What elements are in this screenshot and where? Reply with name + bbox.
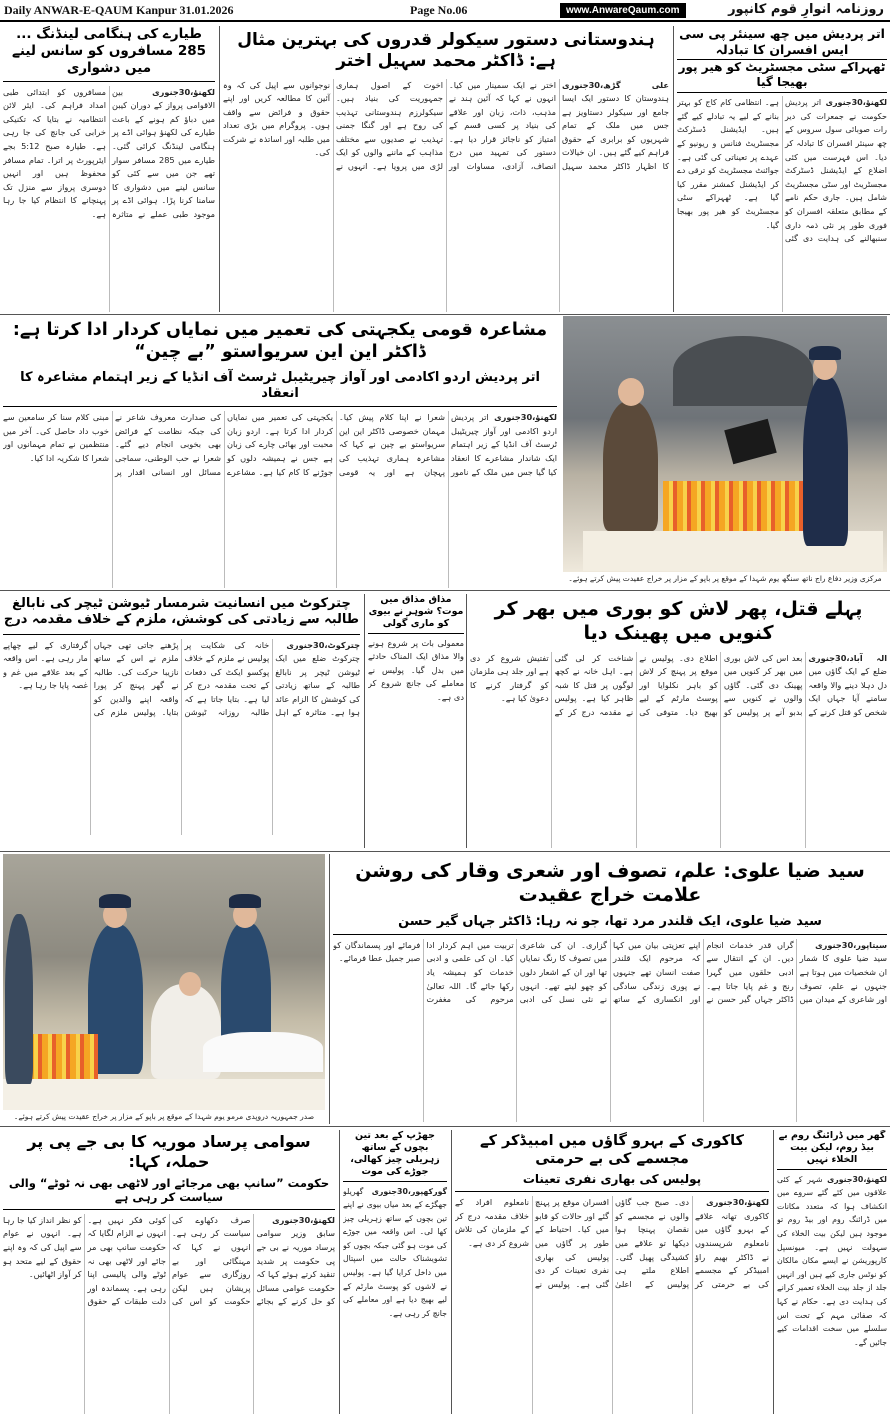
dateline: چترکوٹ،30جنوری	[286, 639, 360, 650]
article-body: لکھنؤ،30جنوری بین الاقوامی پرواز کے دوران کیبن میں دباؤ کم ہونے کے باعث طیارے کی لکھنؤ ہوائی اڈے پر ہنگامی لینڈنگ کرائی گئی۔ طیارے میں 285 مسافر سوار تھے جن میں سے کئی کو سانس لینے میں دشواری کا سامنا کرنا پڑا۔ ہوائی اڈے پر موجود طبی عملے نے متاثرہ مسافروں کو ابتدائی طبی امداد فراہم کی۔ ایئر لائن انتظامیہ نے بتایا کہ تکنیکی خرابی کی جانچ کی جا رہی ہے۔ طیارہ صبح 5:12 بجے ایئرپورٹ پر اترا۔ تمام مسافر محفوظ ہیں اور انہیں دوسری پرواز سے منزل تک پہنچانے کا انتظام کیا جا رہا ہے۔	[3, 86, 215, 219]
column-rule	[673, 26, 674, 312]
dateline: لکھنؤ،30جنوری	[825, 98, 887, 108]
article-flight-landing	[3, 26, 215, 312]
article-body: علی گڑھ،30جنوری ہندوستان کا دستور ایک ایسا جامع اور سیکولر دستاویز ہے جس میں ملک کے تمام شہریوں کو برابری کے حقوق فراہم کیے گئے ہیں۔ ان خیالات کا اظہار ڈاکٹر محمد سہیل اختر نے ایک سمینار میں کیا۔ انہوں نے کہا کہ آئین ہند نے مذہب، ذات، زبان اور علاقے کی بنیاد پر کسی قسم کے امتیاز کو ناجائز قرار دیا ہے۔ دستور کی تمہید میں درج انصاف، آزادی، مساوات اور اخوت کے اصول ہماری جمہوریت کی بنیاد ہیں۔ سیکولرزم ہندوستانی تہذیب کی روح ہے اور گنگا جمنی تہذیب نے صدیوں سے مختلف مذاہب کے ماننے والوں کو ایک لڑی میں پرویا ہے۔ انہوں نے نوجوانوں سے اپیل کی کہ وہ آئین کا مطالعہ کریں اور اپنے حقوق و فرائض سے واقف ہوں۔ پروگرام میں بڑی تعداد میں طلبہ اور اساتذہ نے شرکت کی۔	[223, 79, 669, 172]
newspaper-name: روزنامہ انوارِ قوم کانپور	[728, 2, 884, 17]
article-body: لکھنؤ،30جنوری کاکوری تھانہ علاقے کے بہرو گاؤں میں نامعلوم شرپسندوں نے ڈاکٹر بھیم راؤ امبیڈکر کے مجسمے کی بے حرمتی کر دی۔ صبح جب گاؤں والوں نے مجسمے کو نقصان پہنچا ہوا دیکھا تو علاقے میں کشیدگی پھیل گئی۔ اطلاع ملتے ہی پولیس کے اعلیٰ افسران موقع پر پہنچ گئے اور حالات کو قابو میں کیا۔ احتیاط کے طور پر گاؤں میں پولیس کی بھاری نفری تعینات کر دی گئی ہے۔ پولیس نے نامعلوم افراد کے خلاف مقدمہ درج کر کے ملزمان کی تلاش شروع کر دی ہے۔	[455, 1197, 769, 1289]
article-kakori	[455, 1130, 769, 1414]
subheadline: حکومت ”سانپ بھی مرجائے اور لاٹھی بھی نہ ٹوٹے“ والی سیاست کر رہی ہے	[3, 1175, 335, 1210]
article-secular-values	[223, 26, 669, 312]
dateline: لکھنؤ،30جنوری	[272, 1214, 335, 1225]
dateline: لکھنؤ،30جنوری	[706, 1197, 769, 1208]
article-body: لکھنؤ،30جنوری اتر پردیش اردو اکادمی اور آواز چیریٹیبل ٹرسٹ آف انڈیا کے زیر اہتمام ایک شاندار مشاعرے کا انعقاد کیا گیا جس میں ملک کے نامور شعرا نے اپنا کلام پیش کیا۔ مہمان خصوصی ڈاکٹر این این سریواستو بے چین نے کہا کہ مشاعرہ ہماری تہذیب کی پہچان ہے اور یہ قومی یکجہتی کی تعمیر میں نمایاں کردار ادا کرتا ہے۔ اردو زبان محبت اور بھائی چارے کی زبان ہے جس نے ہمیشہ دلوں کو جوڑنے کا کام کیا ہے۔ مشاعرے کی صدارت معروف شاعر نے کی جبکہ نظامت کے فرائض بھی بخوبی انجام دیے گئے۔ شعرا نے حب الوطنی، سماجی مسائل اور انسانی اقدار پر مبنی کلام سنا کر سامعین سے خوب داد حاصل کی۔ آخر میں منتظمین نے تمام مہمانوں اور شعرا کا شکریہ ادا کیا۔	[3, 412, 557, 477]
headline: طیارے کی ہنگامی لینڈنگ ... 285 مسافروں کو سانس لینے میں دشواری	[3, 26, 215, 82]
article-body: چترکوٹ،30جنوری چترکوٹ ضلع میں ایک ٹیوشن ٹیچر پر نابالغ طالبہ کے ساتھ زیادتی کی کوشش کا الزام عائد ہوا ہے۔ متاثرہ کے اہل خانہ کی شکایت پر پولیس نے ملزم کے خلاف پوکسو ایکٹ کی دفعات کے تحت مقدمہ درج کر لیا ہے۔ بتایا جاتا ہے کہ طالبہ روزانہ ٹیوشن پڑھنے جاتی تھی جہاں ملزم نے اس کے ساتھ نازیبا حرکت کی۔ طالبہ نے گھر پہنچ کر پورا واقعہ اپنے والدین کو بتایا۔ پولیس ملزم کی گرفتاری کے لیے چھاپے مار رہی ہے۔ اس واقعہ کے بعد علاقے میں غم و غصہ پایا جا رہا ہے۔	[3, 639, 360, 718]
article-side-column	[368, 594, 464, 848]
headline: سوامی پرساد موریہ کا بی جے پی پر حملہ، کہا:	[27, 1132, 311, 1171]
dateline: لکھنؤ،30جنوری	[827, 1174, 887, 1184]
headline: گھر میں ڈرائنگ روم بے بیڈ روم، لیکن بیت الخلاء نہیں	[777, 1130, 887, 1170]
headline: مذاق مذاق میں موت؟ شوہر نے بیوی کو ماری گولی	[368, 594, 464, 634]
photo-caption: صدر جمہوریہ دروپدی مرمو یوم شہدا کے موقع پر باپو کے مزار پر خراج عقیدت پیش کرتے ہوئے۔	[13, 1112, 315, 1121]
dateline: لکھنؤ،30جنوری	[494, 412, 557, 423]
subheadline: اتر پردیش اردو اکادمی اور آواز چیریٹیبل ٹرسٹ آف انڈیا کے زیر اہتمام مشاعرہ کا انعقاد	[3, 368, 557, 408]
column-rule	[364, 594, 365, 848]
article-syed-zia-alvi	[333, 856, 887, 1122]
article-murder-well	[470, 594, 887, 848]
column-rule	[219, 26, 220, 312]
dateline: علی گڑھ،30جنوری	[562, 79, 669, 90]
article-body: گورکھپور،30جنوری گھریلو جھگڑے کے بعد میاں بیوی نے اپنے تین بچوں کے ساتھ زہریلی چیز کھا لی۔ اس واقعہ میں جوڑے کی موت ہو گئی جبکہ بچوں کو تشویشناک حالت میں اسپتال میں داخل کرایا گیا ہے۔ پولیس نے لاشوں کو پوسٹ مارٹم کے لیے بھیج دیا ہے اور معاملے کی جانچ کر رہی ہے۔	[343, 1186, 447, 1318]
row-rule	[0, 314, 890, 315]
photo-president-tribute	[3, 854, 325, 1110]
photo-caption: مرکزی وزیر دفاع راج ناتھ سنگھ یوم شہدا کے موقع پر باپو کے مزار پر خراج عقیدت پیش کرتے ہوئے۔	[568, 574, 882, 583]
article-poison	[343, 1130, 447, 1414]
column-rule	[339, 1130, 340, 1414]
dateline: سیتاپور،30جنوری	[815, 939, 887, 950]
masthead	[0, 0, 890, 22]
article-body: لکھنؤ،30جنوری اتر پردیش حکومت نے جمعرات کی دیر رات صوبائی سول سروس کے چھ سینئر افسران کا تبادلہ کر دیا۔ اس فہرست میں کئی اضلاع کے ایڈیشنل ڈسٹرکٹ مجسٹریٹ اور سٹی مجسٹریٹ شامل ہیں۔ جاری حکم نامے کے مطابق متعلقہ افسران کو فوری طور پر نئی ذمہ داری سنبھالنے کی ہدایت دی گئی ہے۔ انتظامی کام کاج کو بہتر بنانے کے لیے یہ تبادلے کیے گئے ہیں۔ ایڈیشنل ڈسٹرکٹ مجسٹریٹ فنانس و ریونیو کے عہدے پر تعیناتی کی گئی ہے۔ جوائنٹ مجسٹریٹ کو ترقی دے کر ایڈیشنل کمشنر مقرر کیا گیا ہے۔ ٹھہراکے سٹی مجسٹریٹ کو ھیر پور بھیجا گیا۔	[677, 98, 887, 244]
column-rule	[466, 594, 467, 848]
headline: چترکوٹ میں انسانیت شرمسار ٹیوشن ٹیچر کی نابالغ طالبہ سے زیادتی کی کوشش، ملزم کے خلاف مقدمہ درج	[3, 594, 360, 635]
headline: پہلے قتل، پھر لاش کو بوری میں بھر کر کنویں میں پھینک دیا	[494, 598, 863, 644]
article-chitrakoot	[3, 594, 360, 848]
subheadline: ٹھہراکے سٹی مجسٹریٹ کو ھیر پور بھیجا گیا	[677, 60, 887, 93]
article-swami-prasad	[3, 1130, 335, 1414]
column-rule	[451, 1130, 452, 1414]
subheadline: سید ضیا علوی، ایک قلندر مرد تھا، جو نہ رہا: ڈاکٹر جہاں گیر حسن	[333, 912, 887, 935]
headline: اتر پردیش میں چھ سینئر پی سی ایس افسران کا تبادلہ	[677, 26, 887, 60]
subheadline: پولیس کی بھاری نفری تعینات	[455, 1171, 769, 1192]
article-drawing-room	[777, 1130, 887, 1414]
headline: کاکوری کے بہرو گاؤں میں امبیڈکر کے مجسمے کی بے حرمتی	[480, 1133, 744, 1168]
headline: مشاعرہ قومی یکجہتی کی تعمیر میں نمایاں کردار ادا کرتا ہے: ڈاکٹر این این سریواستو ”بے چین“	[12, 320, 548, 362]
headline: جھڑپ کے بعد تین بچوں کے ساتھ زہریلی چیز کھالی، جوڑے کی موت	[343, 1130, 447, 1182]
row-rule	[0, 1126, 890, 1127]
dateline: الہ آباد،30جنوری	[808, 652, 887, 663]
row-rule	[0, 851, 890, 852]
column-rule	[773, 1130, 774, 1414]
headline: ہندوستانی دستور سیکولر قدروں کی بہترین مثال ہے: ڈاکٹر محمد سہیل اختر	[237, 30, 655, 72]
row-rule	[0, 590, 890, 591]
article-body: معمولی بات پر شروع ہونے والا مذاق ایک المناک حادثے میں بدل گیا۔ پولیس نے معاملے کی جانچ شروع کر دی ہے۔	[368, 637, 464, 702]
article-mushaira	[3, 318, 557, 588]
website-link[interactable]: www.AnwareQaum.com	[560, 3, 686, 18]
article-body: لکھنؤ،30جنوری شہر کے کئی علاقوں میں کئے گئے سروے میں انکشاف ہوا کہ متعدد مکانات میں ڈرائنگ روم اور بیڈ روم تو موجود ہیں لیکن بیت الخلاء کی سہولت نہیں ہے۔ میونسپل کارپوریشن نے ایسے مکان مالکان کو نوٹس جاری کیے ہیں اور انہیں جلد از جلد بیت الخلاء تعمیر کرانے کی ہدایت دی ہے۔ حکام نے کہا کہ صفائی مہم کے تحت اس سلسلے میں سخت اقدامات کیے جائیں گے۔	[777, 1174, 887, 1347]
masthead-date: Daily ANWAR-E-QAUM Kanpur 31.01.2026	[4, 3, 234, 17]
article-up-transfers	[677, 26, 887, 312]
article-body: سیتاپور،30جنوری سید ضیا علوی کا شمار ان شخصیات میں ہوتا ہے جنہوں نے علم، تصوف اور شاعری کے میدان میں گراں قدر خدمات انجام دیں۔ ان کے انتقال سے ادبی حلقوں میں گہرا رنج و غم پایا جاتا ہے۔ ڈاکٹر جہاں گیر حسن نے اپنے تعزیتی بیان میں کہا کہ مرحوم ایک قلندر صفت انسان تھے جنہوں نے پوری زندگی سادگی اور انکساری کے ساتھ گزاری۔ ان کی شاعری میں تصوف کا رنگ نمایاں تھا اور ان کے اشعار دلوں کو چھو لیتے تھے۔ انہوں نے نئی نسل کی ادبی تربیت میں اہم کردار ادا کیا۔ ان کی علمی و ادبی خدمات کو ہمیشہ یاد رکھا جائے گا۔ اللہ تعالیٰ مرحوم کی مغفرت فرمائے اور پسماندگان کو صبر جمیل عطا فرمائے۔	[333, 939, 887, 1005]
article-body: الہ آباد،30جنوری ضلع کے ایک گاؤں میں دل دہلا دینے والا واقعہ سامنے آیا جہاں ایک شخص کو قتل کرنے کے بعد اس کی لاش بوری میں بھر کر کنویں میں پھینک دی گئی۔ گاؤں والوں نے کنویں سے بدبو آنے پر پولیس کو اطلاع دی۔ پولیس نے موقع پر پہنچ کر لاش کو باہر نکلوایا اور پوسٹ مارٹم کے لیے بھیج دیا۔ متوفی کی شناخت کر لی گئی ہے۔ اہل خانہ نے کچھ لوگوں پر قتل کا شبہ ظاہر کیا ہے۔ پولیس نے مقدمہ درج کر کے تفتیش شروع کر دی ہے اور جلد ہی ملزمان کو گرفتار کرنے کا دعویٰ کیا ہے۔	[470, 652, 887, 717]
headline: سید ضیا علوی: علم، تصوف اور شعری وقار کی روشن علامت خراج عقیدت	[355, 860, 865, 906]
dateline: گورکھپور،30جنوری	[371, 1186, 447, 1196]
page-number: Page No.06	[410, 3, 468, 17]
column-rule	[329, 854, 330, 1124]
photo-rajnath-tribute	[563, 316, 887, 572]
article-body: لکھنؤ،30جنوری سابق وزیر سوامی پرساد موریہ نے بی جے پی حکومت پر شدید تنقید کرتے ہوئے کہا کہ حکومت عوامی مسائل کو حل کرنے کے بجائے صرف دکھاوے کی سیاست کر رہی ہے۔ انہوں نے کہا کہ مہنگائی اور بے روزگاری سے عوام پریشان ہیں لیکن حکومت کو اس کی کوئی فکر نہیں ہے۔ انہوں نے الزام لگایا کہ حکومت سانپ بھی مر جائے اور لاٹھی بھی نہ ٹوٹے والی پالیسی اپنا رہی ہے۔ پسماندہ اور دلت طبقات کے حقوق کو نظر انداز کیا جا رہا ہے۔ انہوں نے عوام سے اپیل کی کہ وہ اپنے حقوق کے لیے متحد ہو کر آواز اٹھائیں۔	[3, 1214, 335, 1307]
dateline: لکھنؤ،30جنوری	[152, 86, 215, 97]
